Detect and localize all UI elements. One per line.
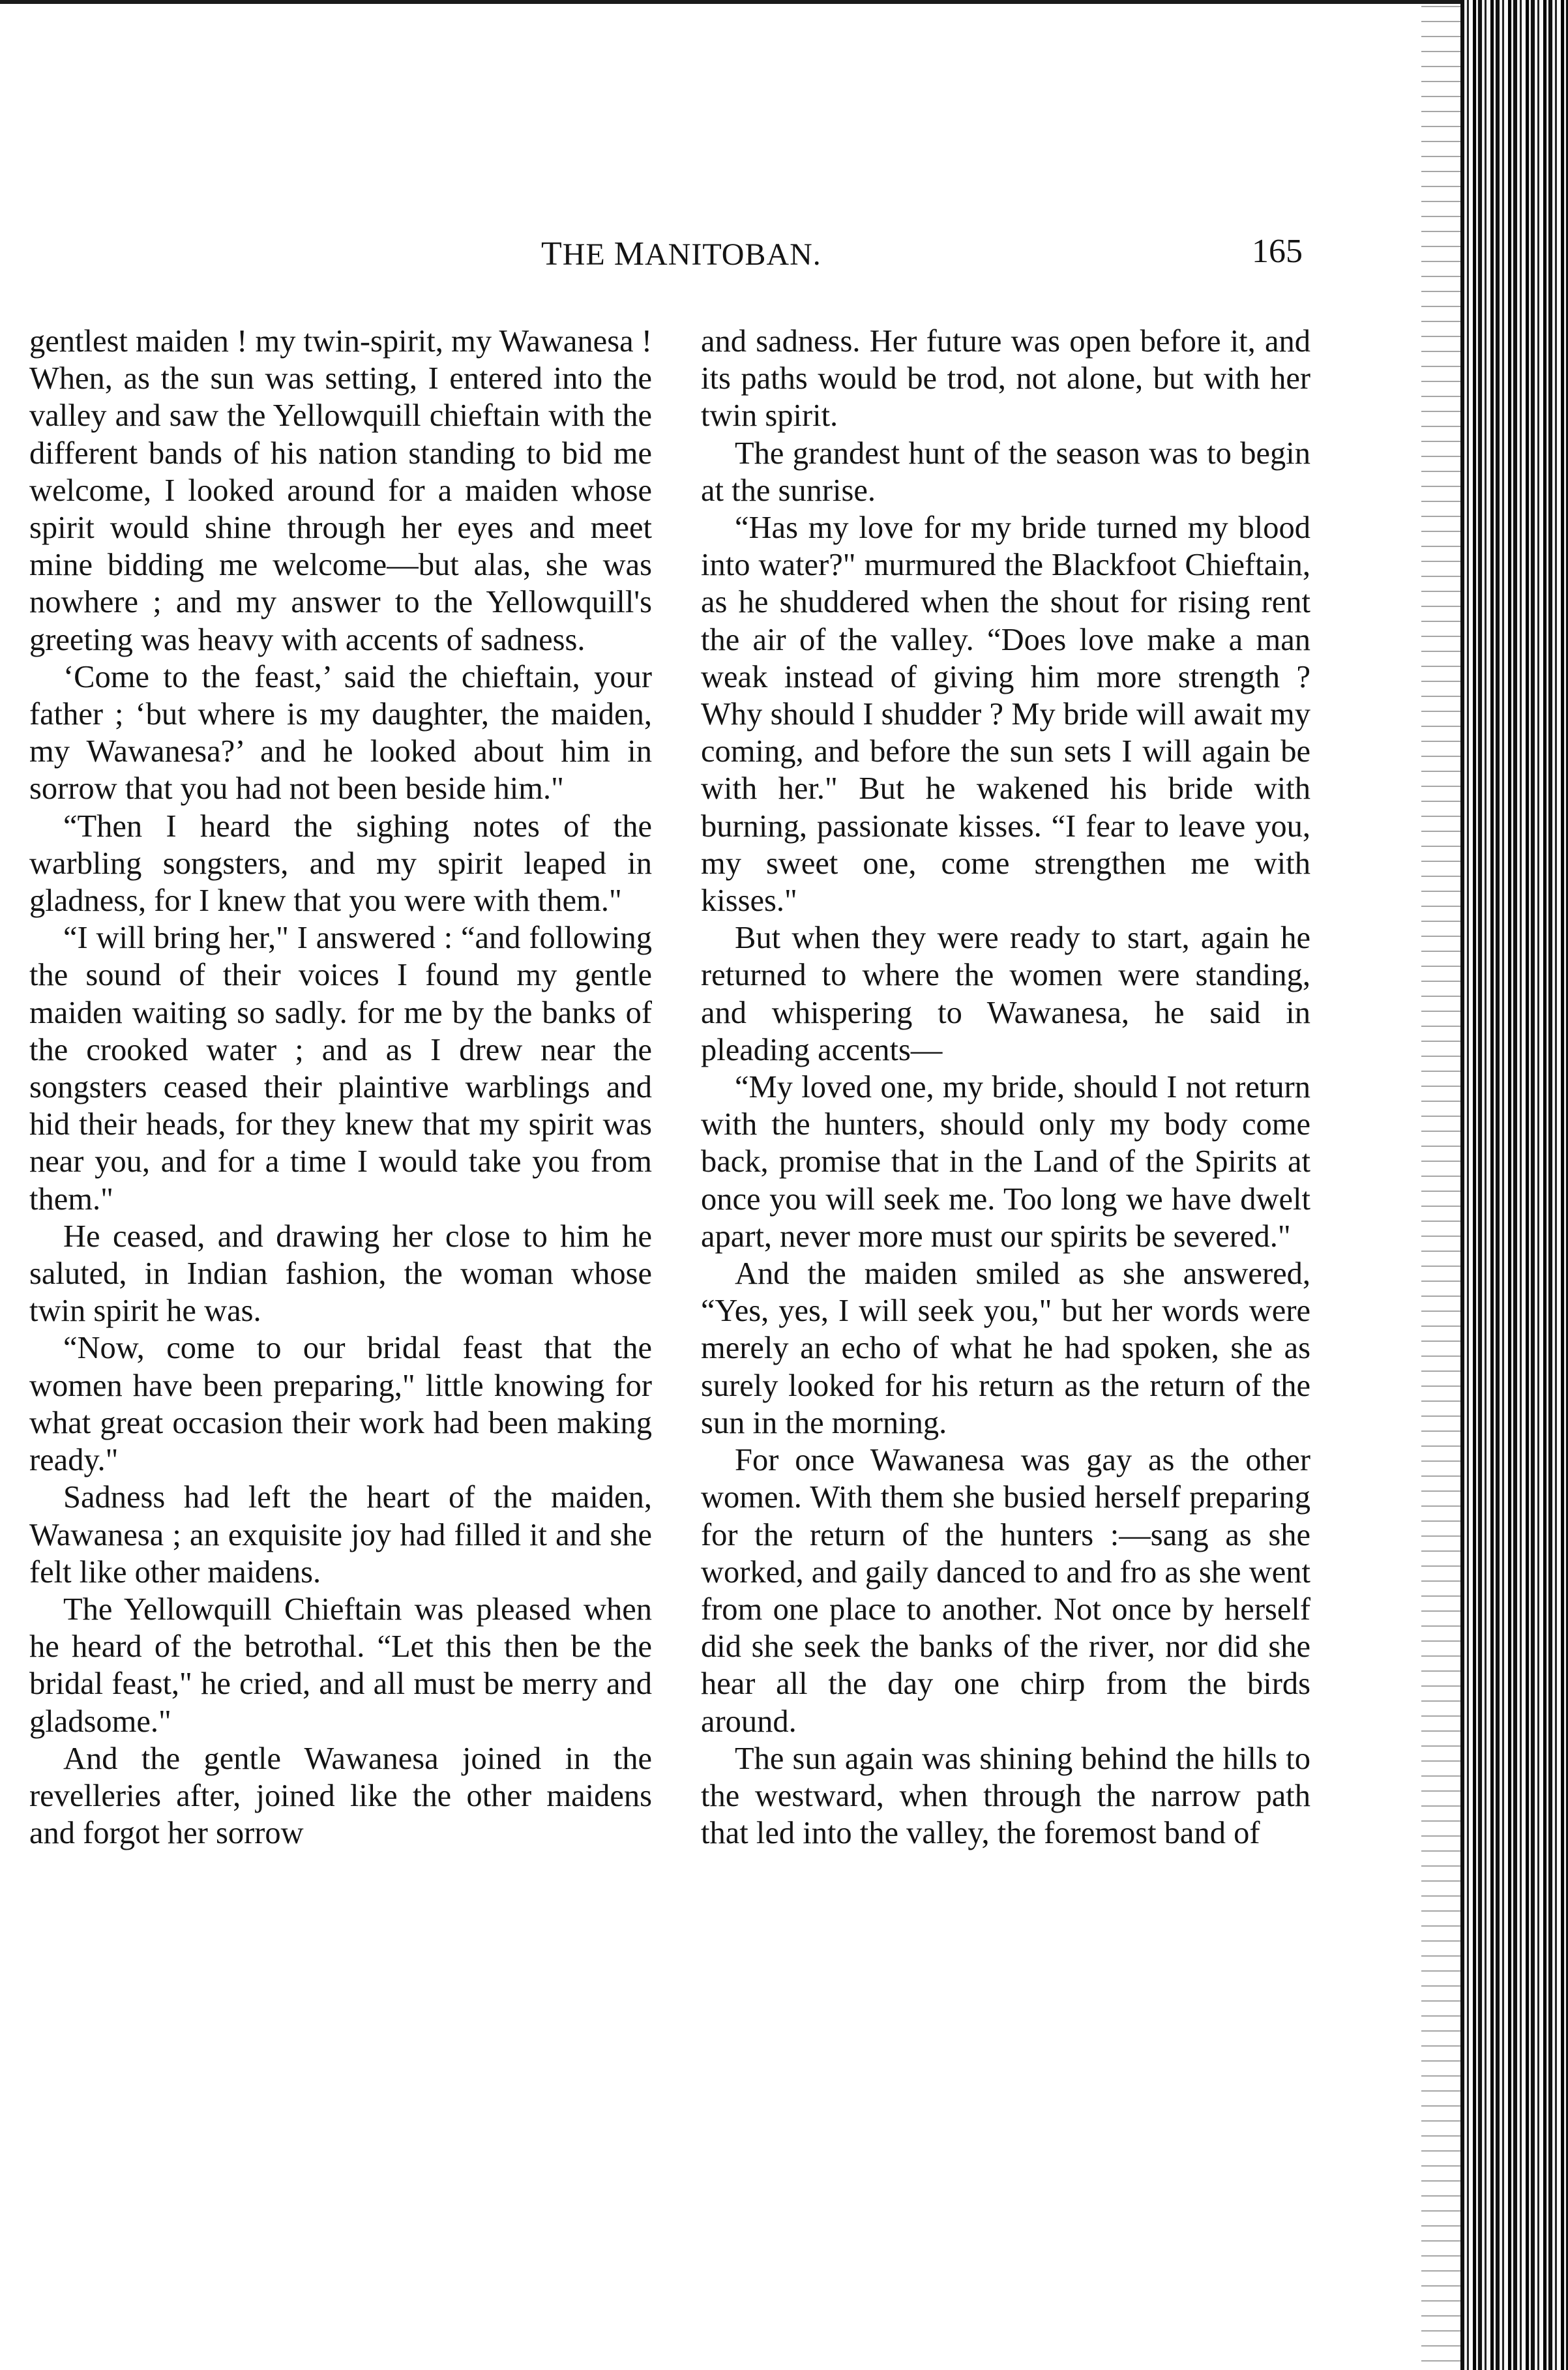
paragraph: For once Wawanesa was gay as the other women. With them she busied herself preparing for the return of the hunters :—sang as she worked, and gaily danced to and fro as she went from one place to another. Not once by herself did she seek the banks of the river, nor did she hear all the day one chirp from the birds around.	[701, 1443, 1310, 1739]
scan-top-edge	[0, 0, 1568, 4]
paragraph: The Yellowquill Chieftain was pleased when he heard of the betrothal. “Let this then be the bridal feast," he cried, and all must be merry and gladsome."	[29, 1592, 652, 1739]
paragraph: “Has my love for my bride turned my blood into water?" murmured the Blackfoot Chieftain, as he shuddered when the shout for rising rent the air of the valley. “Does love make a man weak instead of giving him more strength ? Why should I shudder ? My bride will await my coming, and before the sun sets I will again be with her." But he wakened his bride with burning, passionate kisses. “I fear to leave you, my sweet one, come strengthen me with kisses."	[701, 511, 1310, 919]
paragraph: gentlest maiden ! my twin-spirit, my Wawanesa ! When, as the sun was setting, I entered into the valley and saw the Yellowquill chieftain with the different bands of his nation standing to bid me welcome, I looked around for a maiden whose spirit would shine through her eyes and meet mine bidding me welcome—but alas, she was nowhere ; and my answer to the Yellowquill's greeting was heavy with accents of sadness.	[29, 324, 652, 657]
page-number: 165	[1252, 233, 1303, 270]
paragraph: He ceased, and drawing her close to him he saluted, in Indian fashion, the woman whose twin spirit he was.	[29, 1219, 652, 1329]
paragraph: The grandest hunt of the season was to begin at the sunrise.	[701, 436, 1310, 508]
paragraph: Sadness had left the heart of the maiden, Wawanesa ; an exquisite joy had filled it and she felt like other maidens.	[29, 1480, 652, 1590]
book-binding-edge	[1460, 0, 1568, 2370]
paragraph: ‘Come to the feast,’ said the chieftain, your father ; ‘but where is my daughter, the maiden, my Wawanesa?’ and he looked about him in sorrow that you had not been beside him."	[29, 659, 652, 807]
paragraph: “I will bring her," I answered : “and following the sound of their voices I found my gentle maiden waiting so sadly. for me by the banks of the crooked water ; and as I drew near the songsters ceased their plaintive warblings and hid their heads, for they knew that my spirit was near you, and for a time I would take you from them."	[29, 921, 652, 1217]
paragraph: And the maiden smiled as she answered, “Yes, yes, I will seek you," but her words were merely an echo of what he had spoken, she as surely looked for his return as the return of the sun in the morning.	[701, 1256, 1310, 1440]
paragraph: “Now, come to our bridal feast that the women have been preparing," little knowing for what great occasion their work had been making ready."	[29, 1331, 652, 1478]
paragraph: and sadness. Her future was open before it, and its paths would be trod, not alone, but with her twin spirit.	[701, 324, 1310, 434]
paragraph: But when they were ready to start, again he returned to where the women were standing, and whispering to Wawanesa, he said in pleading accents—	[701, 921, 1310, 1067]
right-text-column	[701, 323, 1310, 1852]
paragraph: “Then I heard the sighing notes of the warbling songsters, and my spirit leaped in gladness, for I knew that you were with them."	[29, 808, 652, 919]
running-header: THE MANITOBAN.	[541, 235, 821, 273]
paragraph: The sun again was shining behind the hills to the westward, when through the narrow path that led into the valley, the foremost band of	[701, 1741, 1310, 1851]
paragraph: “My loved one, my bride, should I not return with the hunters, should only my body come back, promise that in the Land of the Spirits at once you will seek me. Too long we have dwelt apart, never more must our spirits be severed."	[701, 1070, 1310, 1254]
left-text-column	[29, 323, 652, 1852]
paragraph: And the gentle Wawanesa joined in the revelleries after, joined like the other maidens and forgot her sorrow	[29, 1741, 652, 1851]
